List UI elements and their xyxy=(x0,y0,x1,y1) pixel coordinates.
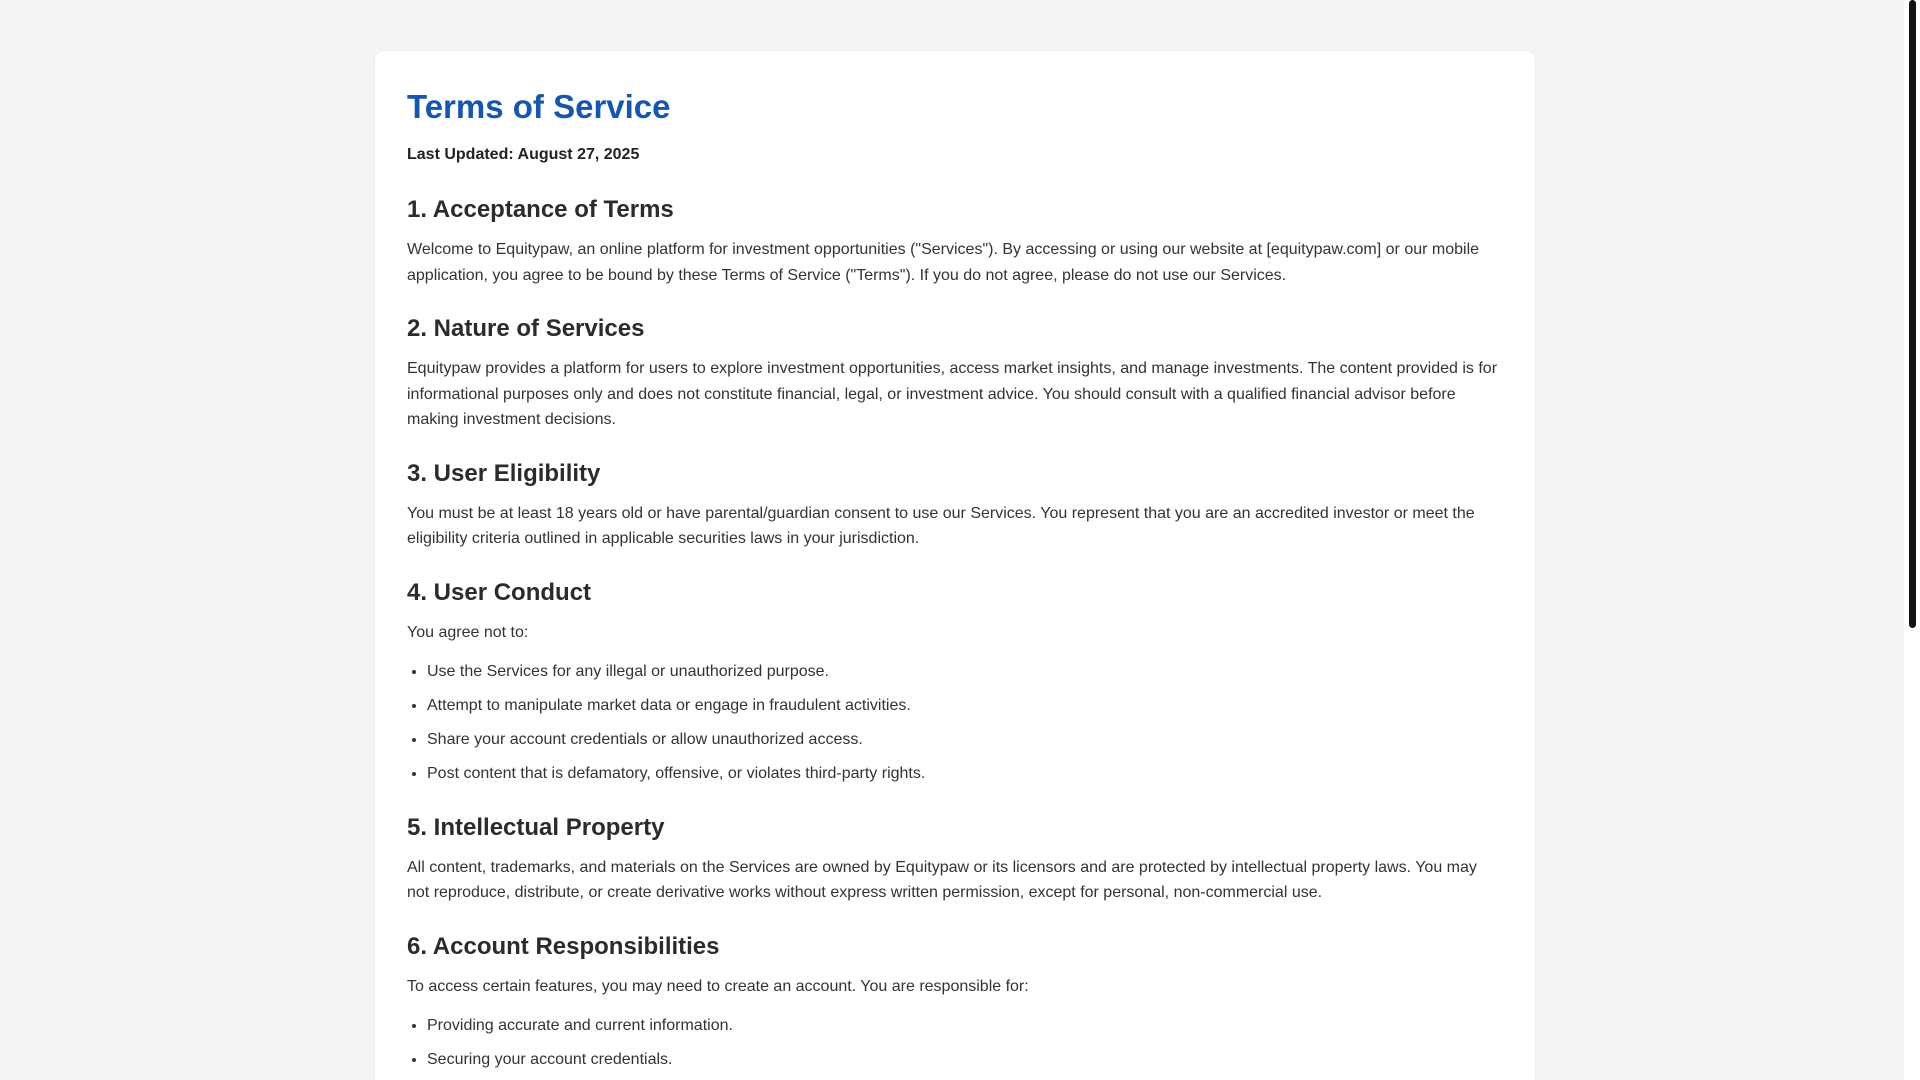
section-paragraph-eligibility: You must be at least 18 years old or have parental/guardian consent to use our Services. You represent that you are an accredited investor or meet the eligibility criteria outlined in applicable securities laws in your jurisdiction. xyxy=(407,504,1475,547)
section-paragraph-conduct: You agree not to: xyxy=(407,623,529,641)
page-title: Terms of Service xyxy=(407,88,671,125)
account-list xyxy=(407,1013,1503,1073)
section-heading-conduct: 4. User Conduct xyxy=(407,578,592,606)
conduct-list xyxy=(407,659,1503,787)
vertical-scrollbar[interactable] xyxy=(1904,0,1920,1080)
last-updated: Last Updated: August 27, 2025 xyxy=(407,146,640,163)
section-heading-account: 6. Account Responsibilities xyxy=(407,932,720,960)
section-paragraph-ip: All content, trademarks, and materials on the Services are owned by Equitypaw or its licensors and are protected by intellectual property laws. You may not reproduce, distribute, or create derivative works without express written permission, except for personal, non-commercial use. xyxy=(407,858,1477,901)
section-paragraph-account: To access certain features, you may need to create an account. You are responsible for: xyxy=(407,977,1029,995)
list-item: • Share your account credentials or allow unauthorized access. xyxy=(427,727,1503,753)
list-item: • Securing your account credentials. xyxy=(427,1047,1503,1073)
section-heading-acceptance: 1. Acceptance of Terms xyxy=(407,196,674,223)
section-heading-ip: 5. Intellectual Property xyxy=(407,813,665,841)
scrollbar-thumb[interactable] xyxy=(1909,0,1916,628)
section-paragraph-nature: Equitypaw provides a platform for users to explore investment opportunities, access market insights, and manage investments. The content provided is for informational purposes only and does not constitute financial, legal, or investment advice. You should consult with a qualified financial advisor before making investment decisions. xyxy=(407,360,1498,428)
terms-card xyxy=(375,51,1535,1080)
list-item: • Use the Services for any illegal or unauthorized purpose. xyxy=(427,659,1503,685)
list-item: • Attempt to manipulate market data or engage in fraudulent activities. xyxy=(427,693,1503,719)
section-paragraph-acceptance: Welcome to Equitypaw, an online platform for investment opportunities ("Services"). By accessing or using our website at [equitypaw.com] or our mobile application, you agree to be bound by these Terms of Service ("Terms"). If you do not agree, please do not use our Services. xyxy=(407,241,1480,284)
section-heading-nature: 2. Nature of Services xyxy=(407,315,645,342)
list-item: • Providing accurate and current information. xyxy=(427,1013,1503,1039)
section-heading-eligibility: 3. User Eligibility xyxy=(407,459,601,487)
list-item: • Post content that is defamatory, offensive, or violates third-party rights. xyxy=(427,761,1503,787)
